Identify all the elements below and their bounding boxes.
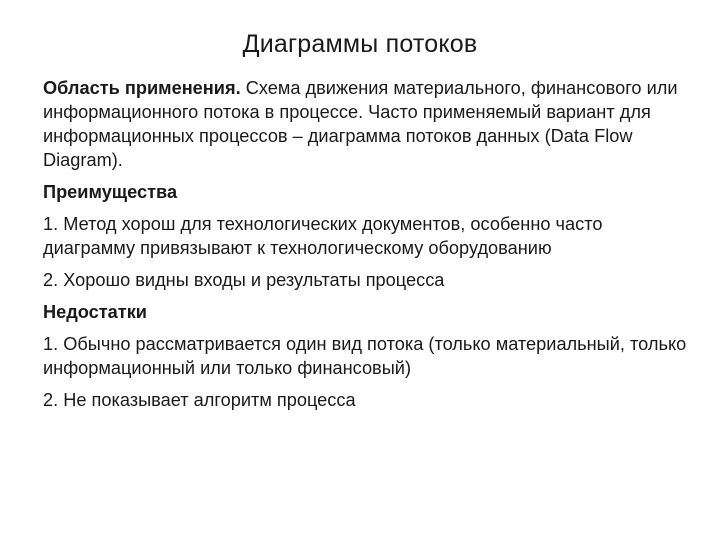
advantage-item-1: 1. Метод хорош для технологических документов, особенно часто диаграмму привязывают к технологическому оборудованию [43, 214, 603, 258]
disadvantages-heading: Недостатки [43, 302, 147, 322]
disadvantage-item-1: 1. Обычно рассматривается один вид потока (только материальный, только информационный или только финансовый) [43, 334, 687, 378]
advantages-heading: Преимущества [43, 182, 178, 202]
slide-title: Диаграммы потоков [242, 30, 478, 58]
slide-content [43, 76, 693, 420]
disadvantage-item-2: 2. Не показывает алгоритм процесса [43, 390, 356, 410]
scope-text: Схема движения материального, финансового или информационного потока в процессе. Часто применяемый вариант для информационных процессов – диаграмма потоков данных (Data Flow Diagram). [43, 78, 678, 170]
scope-paragraph [43, 76, 693, 172]
scope-heading: Область применения. [43, 78, 241, 98]
advantage-item-2: 2. Хорошо видны входы и результаты процесса [43, 270, 445, 290]
